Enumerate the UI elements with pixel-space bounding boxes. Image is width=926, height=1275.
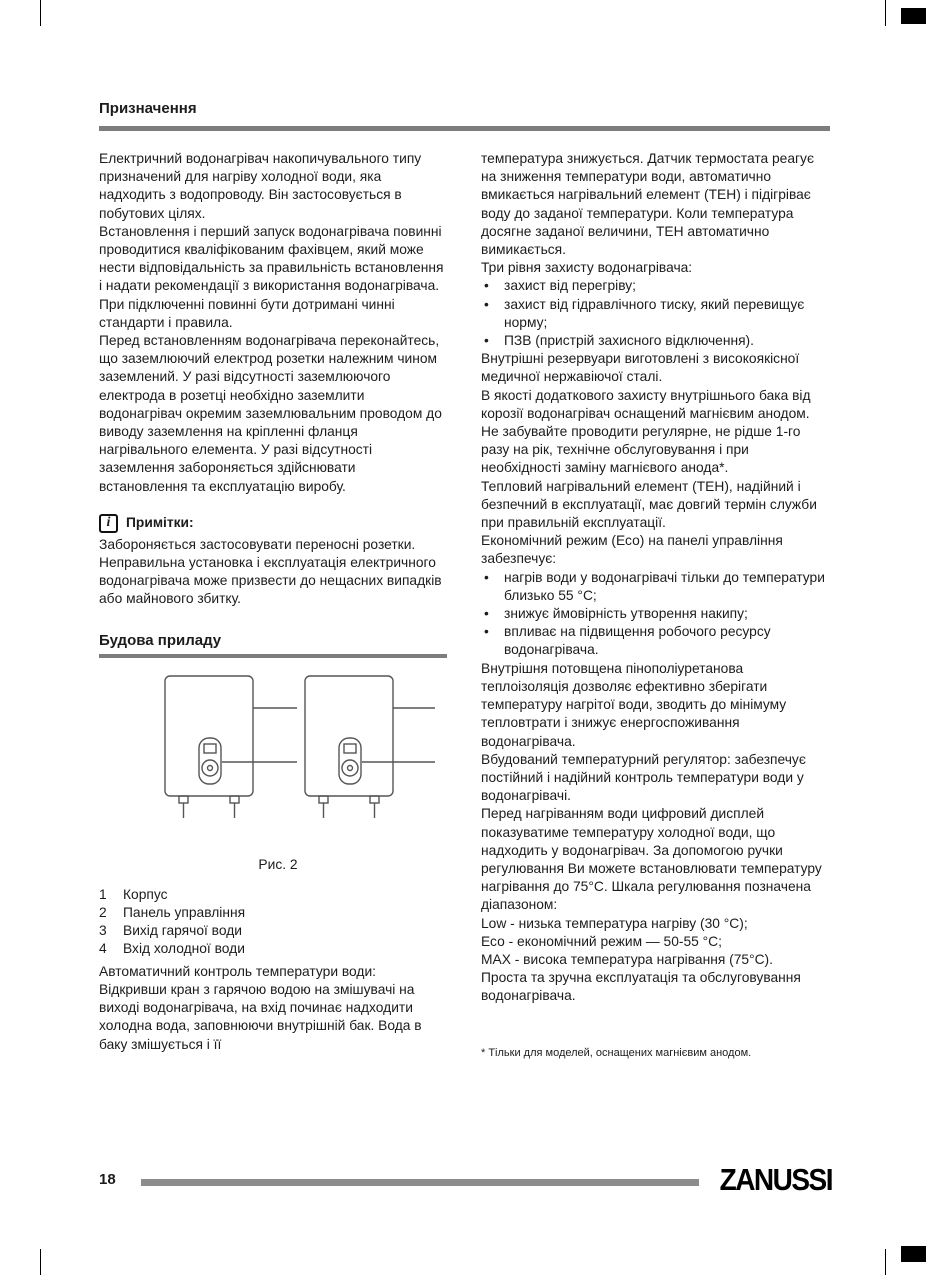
paragraph: Економічний режим (Есо) на панелі управління забезпечує: — [481, 533, 783, 567]
list-item — [99, 922, 447, 940]
parts-list — [99, 886, 447, 959]
footer-rule — [141, 1179, 699, 1186]
list-item-number: 4 — [99, 941, 107, 957]
paragraph: Три рівня захисту водонагрівача: — [481, 260, 693, 276]
list-item-label: Вхід холодної води — [123, 941, 245, 957]
bullet-item — [481, 296, 831, 332]
bullet-item — [481, 277, 831, 295]
bullet-item — [481, 332, 831, 350]
list-item-label: Вихід гарячої води — [123, 923, 242, 939]
left-column — [99, 150, 447, 1054]
list-item — [99, 886, 447, 904]
list-item — [99, 940, 447, 958]
registration-mark-top-right — [901, 8, 926, 24]
bullet-glyph: • — [484, 333, 489, 349]
figure-caption: Рис. 2 — [258, 856, 298, 872]
page-number: 18 — [99, 1171, 116, 1188]
list-item-number: 3 — [99, 923, 107, 939]
info-icon: i — [99, 514, 118, 533]
paragraph: При підключенні повинні бути дотримані чинні стандарти і правила. — [99, 296, 395, 330]
bullet-item — [481, 605, 831, 623]
crop-mark-bottom-right — [885, 1249, 886, 1275]
paragraph: Вбудований температурний регулятор: забезпечує постійний і надійний контроль температури води у водонагрівачі. — [481, 751, 806, 804]
footnote: * Тільки для моделей, оснащених магнієвим анодом. — [481, 1046, 752, 1059]
paragraph: МАХ - висока температура нагрівання (75°С). — [481, 951, 773, 967]
note-header — [99, 514, 447, 533]
paragraph: Відкривши кран з гарячою водою на змішувачі на виході водонагрівача, на вхід починає надходити холодна вода, заповнюючи внутрішній бак. Вода в баку змішується і її — [99, 981, 422, 1052]
right-column — [481, 150, 831, 1060]
list-item-number: 1 — [99, 886, 107, 902]
paragraph: Перед встановленням водонагрівача переконайтесь, що заземлюючий електрод розетки належним чином заземлений. У разі відсутності заземлюючого електрода в розетці необхідно заземлити водонагрівач окремим заземлювальним проводом до виводу заземлення на кріпленні фланця нагрівального елемента. У разі відсутності заземлення забороняється здійснювати встановлення та експлуатацію виробу. — [99, 333, 442, 494]
paragraph: Встановлення і перший запуск водонагрівача повинні проводитися кваліфікованим фахівцем, який може нести відповідальність за правильність встановлення і надати рекомендації з використання водонагрівача. — [99, 223, 444, 294]
registration-mark-bottom-right — [901, 1246, 926, 1262]
bullet-glyph: • — [484, 569, 489, 585]
list-item-number: 2 — [99, 905, 107, 921]
bullet-text: знижує ймовірність утворення накипу; — [504, 606, 748, 622]
crop-mark-top-right — [885, 0, 886, 26]
bullet-glyph: • — [484, 624, 489, 640]
section-rule — [99, 654, 447, 658]
list-item-label: Панель управління — [123, 905, 246, 921]
paragraph: Тепловий нагрівальний елемент (ТЕН), надійний і безпечний в експлуатації, має довгий термін служби при правильній експлуатації. — [481, 478, 817, 531]
note-body: Забороняється застосовувати переносні розетки. Неправильна установка і експлуатація електричного водонагрівача може призвести до нещасних випадків або майнового збитку. — [99, 536, 442, 607]
bullet-text: захист від гідравлічного тиску, який перевищує норму; — [504, 296, 805, 330]
crop-mark-top-left — [40, 0, 41, 26]
zanussi-logo: ZANUSSI — [719, 1163, 832, 1197]
paragraph: Автоматичний контроль температури води: — [99, 963, 376, 979]
bullet-text: ПЗВ (пристрій захисного відключення). — [504, 333, 754, 349]
paragraph: Low - низька температура нагріву (30 °С); — [481, 915, 748, 931]
bullet-text: впливає на підвищення робочого ресурсу водонагрівача. — [504, 624, 771, 658]
paragraph: Електричний водонагрівач накопичувального типу призначений для нагріву холодної води, яка надходить з водопроводу. Він застосовується в побутових цілях. — [99, 151, 422, 221]
section-title: Будова приладу — [99, 631, 222, 649]
paragraph: Проста та зручна експлуатація та обслуговування водонагрівача. — [481, 970, 801, 1004]
paragraph: Перед нагріванням води цифровий дисплей показуватиме температуру холодної води, що надходить у водонагрівач. За допомогою ручки регулювання Ви можете встановлювати температуру нагрівання до 75°С. Шкала регулювання позначена діапазоном: — [481, 806, 822, 913]
bullet-glyph: • — [484, 606, 489, 622]
page-title: Призначення — [99, 100, 197, 117]
crop-mark-bottom-left — [40, 1249, 41, 1275]
paragraph: Внутрішні резервуари виготовлені з високоякісної медичної нержавіючої сталі. — [481, 351, 800, 385]
bullet-item — [481, 569, 831, 605]
figure-water-heaters — [109, 672, 447, 873]
paragraph: Есо - економічний режим — 50-55 °С; — [481, 933, 722, 949]
paragraph: В якості додаткового захисту внутрішнього бака від корозії водонагрівач оснащений магнієвим анодом. Не забувайте проводити регулярне, не рідше 1-го разу на рік, технічне обслуговування і при необхідності заміну магнієвого анода*. — [481, 387, 811, 476]
bullet-glyph: • — [484, 278, 489, 294]
bullet-text: захист від перегріву; — [504, 278, 636, 294]
list-item-label: Корпус — [123, 886, 168, 902]
note-title: Примітки: — [126, 515, 194, 531]
water-heater-drawing — [109, 672, 439, 834]
bullet-text: нагрів води у водонагрівачі тільки до температури близько 55 °С; — [504, 569, 825, 603]
header-rule — [99, 126, 830, 131]
list-item — [99, 904, 447, 922]
bullet-item — [481, 623, 831, 659]
bullet-glyph: • — [484, 296, 489, 312]
paragraph: температура знижується. Датчик термостата реагує на зниження температури води, автоматично вмикається нагрівальний елемент (ТЕН) і підігріває воду до заданої температури. Коли температура досягне заданої величини, ТЕН автоматично вимикається. — [481, 151, 814, 258]
paragraph: Внутрішня потовщена пінополіуретанова теплоізоляція дозволяє ефективно зберігати температуру нагрітої води, зводить до мінімуму тепловтрати і знижує енергоспоживання водонагрівача. — [481, 660, 787, 749]
